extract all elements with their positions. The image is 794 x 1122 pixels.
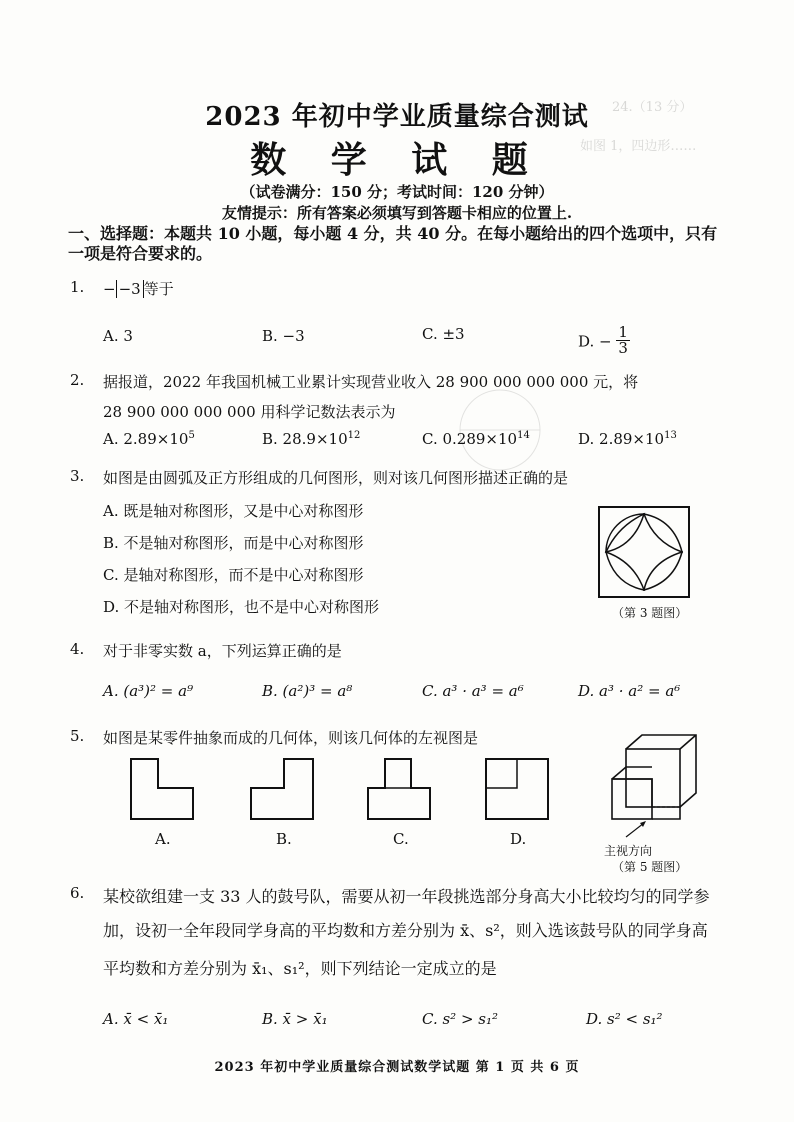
- option-a: A.: [155, 830, 171, 848]
- option-c: C. ±3: [422, 325, 465, 343]
- question-number: 6.: [70, 884, 85, 902]
- option-c: C. a³ · a³ = a⁶: [422, 682, 524, 700]
- option-d: D. a³ · a² = a⁶: [578, 682, 681, 700]
- question-stem-line3: 平均数和方差分别为 x̄₁、s₁²，则下列结论一定成立的是: [103, 959, 497, 978]
- option-b: B. −3: [262, 327, 305, 345]
- option-a: A. 既是轴对称图形，又是中心对称图形: [103, 502, 364, 520]
- stem-suffix: 等于: [143, 280, 174, 298]
- figure-caption: （第 5 题图）: [612, 860, 688, 874]
- stem-prefix: −: [103, 280, 116, 298]
- option-c: C. 是轴对称图形，而不是中心对称图形: [103, 566, 364, 584]
- option-d-label: D. −: [578, 332, 612, 351]
- option-b: B.: [276, 830, 292, 848]
- view-direction-label: 主视方向: [604, 844, 653, 858]
- option-a-label: A. 2.89×10: [103, 430, 189, 448]
- option-a: A. x̄ < x̄₁: [103, 1010, 169, 1028]
- option-b: [262, 430, 360, 448]
- figure-caption: （第 3 题图）: [612, 606, 688, 620]
- section-heading: 一、选择题：本题共 10 小题，每小题 4 分，共 40 分。在每小题给出的四个选项中，只有一项是符合要求的。: [68, 224, 718, 263]
- exam-subtitle: 数 学 试 题: [250, 139, 544, 181]
- option-b: B. x̄ > x̄₁: [262, 1010, 328, 1028]
- q5-view-d: [485, 758, 549, 820]
- option-b: B. (a²)³ = a⁸: [262, 682, 353, 700]
- exam-title: 2023 年初中学业质量综合测试: [205, 102, 589, 132]
- question-number: 2.: [70, 371, 85, 389]
- q5-view-b: [250, 758, 314, 820]
- exponent: 12: [347, 430, 361, 441]
- question-stem: 据报道，2022 年我国机械工业累计实现营业收入 28 900 000 000 000 元，将: [103, 373, 639, 391]
- option-c: C.: [393, 830, 409, 848]
- option-a: [103, 430, 195, 448]
- question-number: 3.: [70, 467, 85, 485]
- bleed-through-text: 24.（13 分）: [612, 100, 693, 115]
- question-stem-line2: 加，设初一全年段同学身高的平均数和方差分别为 x̄、s²，则入选该鼓号队的同学身高: [103, 921, 708, 940]
- bleed-through-text: 如图 1，四边形……: [580, 139, 697, 154]
- exponent: 14: [517, 430, 530, 441]
- q3-figure: [598, 506, 690, 598]
- q5-view-a: [130, 758, 194, 820]
- exponent: 5: [188, 430, 195, 441]
- question-stem: 如图是某零件抽象而成的几何体，则该几何体的左视图是: [103, 729, 479, 747]
- option-d: D. 不是轴对称图形，也不是中心对称图形: [103, 598, 380, 616]
- exponent: 13: [664, 430, 677, 441]
- option-a: A. 3: [103, 327, 133, 345]
- fraction-denominator: 3: [618, 339, 628, 357]
- exam-info: （试卷满分：150 分；考试时间：120 分钟）: [240, 183, 554, 201]
- absolute-value: −3: [116, 280, 144, 298]
- fraction-numerator: 1: [618, 323, 628, 341]
- question-number: 1.: [70, 278, 85, 296]
- question-stem: 对于非零实数 a，下列运算正确的是: [103, 642, 342, 660]
- friendly-tip: 友情提示：所有答案必须填写到答题卡相应的位置上.: [221, 204, 573, 222]
- option-d: [578, 323, 630, 358]
- option-d: D.: [510, 830, 527, 848]
- question-stem-line2: 28 900 000 000 000 用科学记数法表示为: [103, 403, 396, 421]
- option-d: [578, 430, 677, 448]
- fraction: [616, 325, 630, 356]
- question-number: 5.: [70, 727, 85, 745]
- option-b-label: B. 28.9×10: [262, 430, 348, 448]
- option-a: A. (a³)² = a⁹: [103, 682, 194, 700]
- option-c-label: C. 0.289×10: [422, 430, 518, 448]
- q5-view-c: [367, 758, 431, 820]
- question-stem: 如图是由圆弧及正方形组成的几何图形，则对该几何图形描述正确的是: [103, 469, 569, 487]
- option-d: D. s² < s₁²: [586, 1010, 663, 1028]
- option-b: B. 不是轴对称图形，而是中心对称图形: [103, 534, 364, 552]
- option-c: C. s² > s₁²: [422, 1010, 499, 1028]
- question-stem: 某校欲组建一支 33 人的鼓号队，需要从初一年段挑选部分身高大小比较均匀的同学参: [103, 887, 710, 906]
- page-footer: 2023 年初中学业质量综合测试数学试题 第 1 页 共 6 页: [214, 1060, 580, 1075]
- option-c: [422, 430, 530, 448]
- option-d-label: D. 2.89×10: [578, 430, 665, 448]
- question-number: 4.: [70, 640, 85, 658]
- question-stem: [103, 278, 174, 299]
- q5-solid-figure: [604, 733, 704, 843]
